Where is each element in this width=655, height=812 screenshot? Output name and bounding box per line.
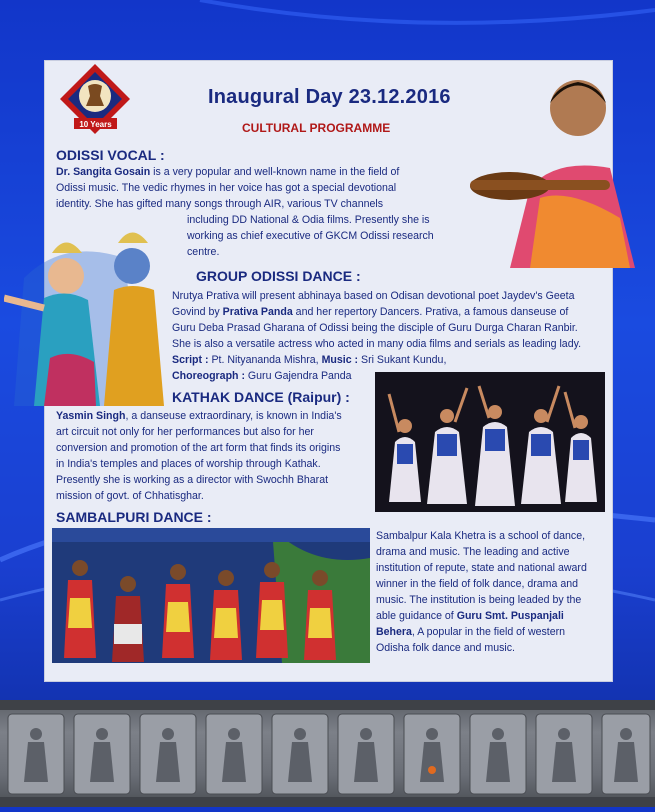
group-line-1: Nrutya Prativa will present abhinaya based on Odisan devotional poet Jaydev's Geeta xyxy=(172,290,575,302)
page-title: Inaugural Day 23.12.2016 xyxy=(208,86,451,108)
sambalpuri-line-8: Odisha folk dance and music. xyxy=(376,642,515,654)
kathak-line-5: Presently she is working as a director with Swochh Bharat xyxy=(56,474,329,486)
kathak-line-2: art circuit not only for her performances but also for her xyxy=(56,426,314,438)
vocal-line-2: Odissi music. The vedic rhymes in her voice has got a special devotional xyxy=(56,182,397,194)
script-value: Pt. Nityananda Mishra, xyxy=(208,354,322,366)
sambalpuri-line-3: institution of repute, state and national award xyxy=(376,562,587,574)
group-line-4: She is also a versatile actress who acted in many odia films and serials as leading lady. xyxy=(172,338,582,350)
vocal-line-3: identity. She has gifted many songs through AIR, various TV channels xyxy=(56,198,384,210)
music-label: Music : xyxy=(321,354,359,366)
singer-name: Dr. Sangita Gosain xyxy=(56,166,151,178)
vocal-line-5: working as chief executive of GKCM Odissi research xyxy=(187,230,434,242)
sambalpuri-line-1: Sambalpur Kala Khetra is a school of dance, xyxy=(376,530,586,542)
guru-name: Guru Smt. Puspanjali xyxy=(456,610,564,622)
music-value: Sri Sukant Kundu, xyxy=(358,354,447,366)
sambalpuri-line-7: , A popular in the field of western xyxy=(411,626,566,638)
odissi-vocal-text-cont xyxy=(187,212,467,260)
vocal-line-6: centre. xyxy=(187,246,220,258)
choreo-label: Choreograph : xyxy=(172,370,245,382)
odissi-vocal-heading: ODISSI VOCAL : xyxy=(56,147,165,163)
kathak-heading: KATHAK DANCE (Raipur) : xyxy=(172,389,350,405)
logo-emblem-icon xyxy=(58,62,133,137)
kathak-line-1: , a danseuse extraordinary, is known in India's xyxy=(125,410,342,422)
stone-frieze xyxy=(0,700,655,807)
odissi-vocal-text xyxy=(56,164,468,212)
kathak-text xyxy=(56,408,368,504)
odissi-dancers-photo xyxy=(4,218,174,406)
singer-photo xyxy=(470,68,640,268)
sambalpuri-heading: SAMBALPURI DANCE : xyxy=(56,509,212,525)
kathak-line-6: mission of govt. of Chhatisghar. xyxy=(56,490,204,502)
carved-dancers-frieze-icon xyxy=(0,700,655,807)
sambalpuri-line-6a: able guidance of xyxy=(376,610,457,622)
sambalpuri-dancers-photo xyxy=(52,528,370,663)
group-line-3: Guru Deba Prasad Gharana of Odissi being the disciple of Guru Durga Charan Ranbir. xyxy=(172,322,578,334)
sambalpuri-line-5: music. The institution is being leaded by the xyxy=(376,594,582,606)
page-subtitle: CULTURAL PROGRAMME xyxy=(242,121,391,135)
kathak-dancers-photo xyxy=(375,372,605,512)
dancer-name: Prativa Panda xyxy=(222,306,293,318)
group-odissi-text xyxy=(172,288,606,384)
choreo-value: Guru Gajendra Panda xyxy=(244,370,352,382)
group-line-2a: Govind by xyxy=(172,306,223,318)
guru-name-2: Behera xyxy=(376,626,412,638)
group-odissi-heading: GROUP ODISSI DANCE : xyxy=(196,268,361,284)
kathak-dancer-name: Yasmin Singh xyxy=(56,410,126,422)
kathak-line-4: in India's temples and places of worship through Kathak. xyxy=(56,458,321,470)
sambalpuri-line-4: winner in the field of folk dance, drama and xyxy=(376,578,578,590)
vocal-line-1: is a very popular and well-known name in the field of xyxy=(150,166,400,178)
group-line-2b: and her repertory Dancers. Prativa, a famous danseuse of xyxy=(292,306,569,318)
sambalpuri-text xyxy=(376,528,606,656)
script-label: Script : xyxy=(172,354,209,366)
sambalpuri-line-2: drama and music. The leading and active xyxy=(376,546,570,558)
kathak-line-3: conversion and promotion of the art form that finds its origins xyxy=(56,442,341,454)
vocal-line-4: including DD National & Odia films. Presently she is xyxy=(187,214,430,226)
festival-logo xyxy=(58,62,133,137)
logo-text: 10 Years xyxy=(79,120,112,129)
